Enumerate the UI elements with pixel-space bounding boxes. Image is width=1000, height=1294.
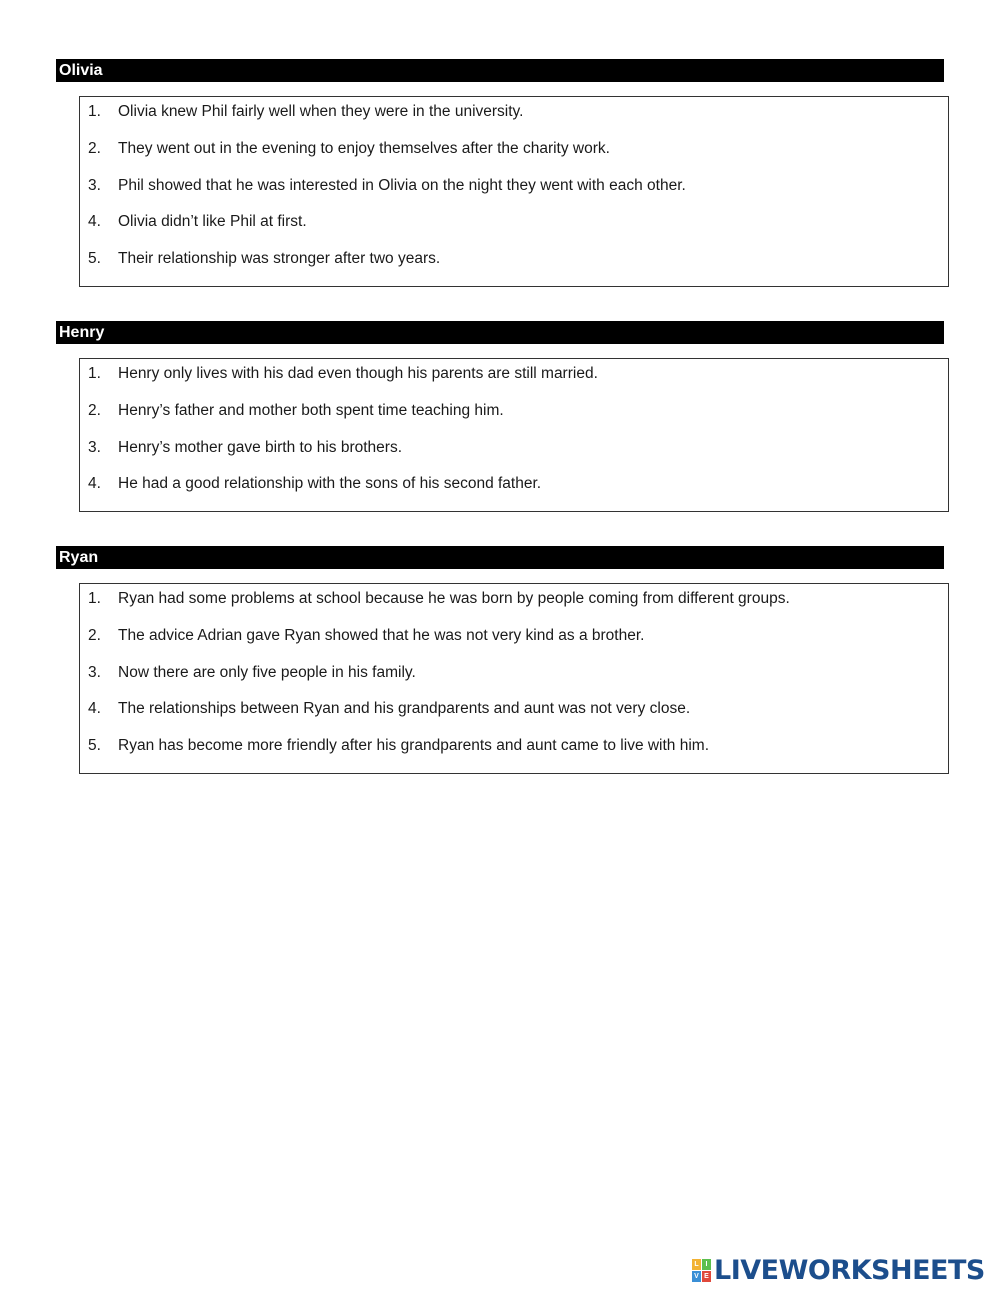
statement-text: Henry only lives with his dad even though his parents are still married. (118, 365, 598, 382)
statement-item (80, 623, 948, 660)
statement-number: 2. (88, 139, 101, 157)
section-header: Henry (56, 321, 944, 344)
section-olivia (56, 59, 944, 287)
statement-item (80, 733, 948, 770)
statement-item (80, 435, 948, 472)
statement-item (80, 398, 948, 435)
logo-text: LIVEWORKSHEETS (714, 1254, 985, 1286)
statement-text: Ryan has become more friendly after his grandparents and aunt came to live with him. (118, 737, 710, 755)
statement-number: 3. (88, 663, 101, 681)
statement-number: 2. (88, 626, 101, 644)
statement-list (79, 96, 949, 287)
statement-text: Phil showed that he was interested in Olivia on the night they went with each other. (118, 176, 686, 194)
statement-text: The advice Adrian gave Ryan showed that he was not very kind as a brother. (118, 626, 645, 644)
statement-number: 3. (88, 176, 101, 194)
statement-item (80, 246, 948, 283)
statement-text: Henry’s mother gave birth to his brothers. (118, 438, 403, 456)
statement-item (80, 471, 948, 508)
statement-item (80, 660, 948, 697)
section-header: Ryan (56, 546, 944, 569)
statement-item (80, 361, 948, 398)
statement-number: 1. (88, 365, 101, 382)
statement-item (80, 696, 948, 733)
statement-text: Their relationship was stronger after two years. (118, 250, 441, 268)
statement-number: 5. (88, 737, 101, 755)
statement-item (80, 586, 948, 623)
logo-mark-letter: V (692, 1271, 701, 1282)
logo-mark-letter: L (692, 1259, 701, 1270)
statement-item (80, 173, 948, 210)
statement-number: 1. (88, 590, 101, 607)
statement-item (80, 99, 948, 136)
statement-number: 4. (88, 213, 101, 231)
statement-number: 3. (88, 438, 101, 456)
statement-text: He had a good relationship with the sons of his second father. (118, 475, 542, 493)
statement-text: Henry’s father and mother both spent time teaching him. (118, 401, 504, 419)
statement-list (79, 583, 949, 774)
statement-number: 1. (88, 103, 101, 120)
statement-text: Now there are only five people in his family. (118, 663, 416, 681)
statement-text: Olivia knew Phil fairly well when they were in the university. (118, 103, 524, 120)
statement-list (79, 358, 949, 512)
statement-number: 5. (88, 250, 101, 268)
statement-item (80, 136, 948, 173)
logo-mark-letter: I (702, 1259, 711, 1270)
logo-mark-icon (692, 1259, 711, 1282)
statement-number: 4. (88, 475, 101, 493)
statement-number: 4. (88, 700, 101, 718)
logo-mark-letter: E (702, 1271, 711, 1282)
section-header: Olivia (56, 59, 944, 82)
statement-number: 2. (88, 401, 101, 419)
section-henry (56, 321, 944, 512)
liveworksheets-logo (692, 1254, 985, 1286)
statement-text: Ryan had some problems at school because he was born by people coming from different groups. (118, 590, 790, 607)
statement-text: They went out in the evening to enjoy themselves after the charity work. (118, 139, 610, 157)
statement-text: The relationships between Ryan and his grandparents and aunt was not very close. (118, 700, 691, 718)
statement-item (80, 209, 948, 246)
statement-text: Olivia didn’t like Phil at first. (118, 213, 307, 231)
section-ryan (56, 546, 944, 774)
